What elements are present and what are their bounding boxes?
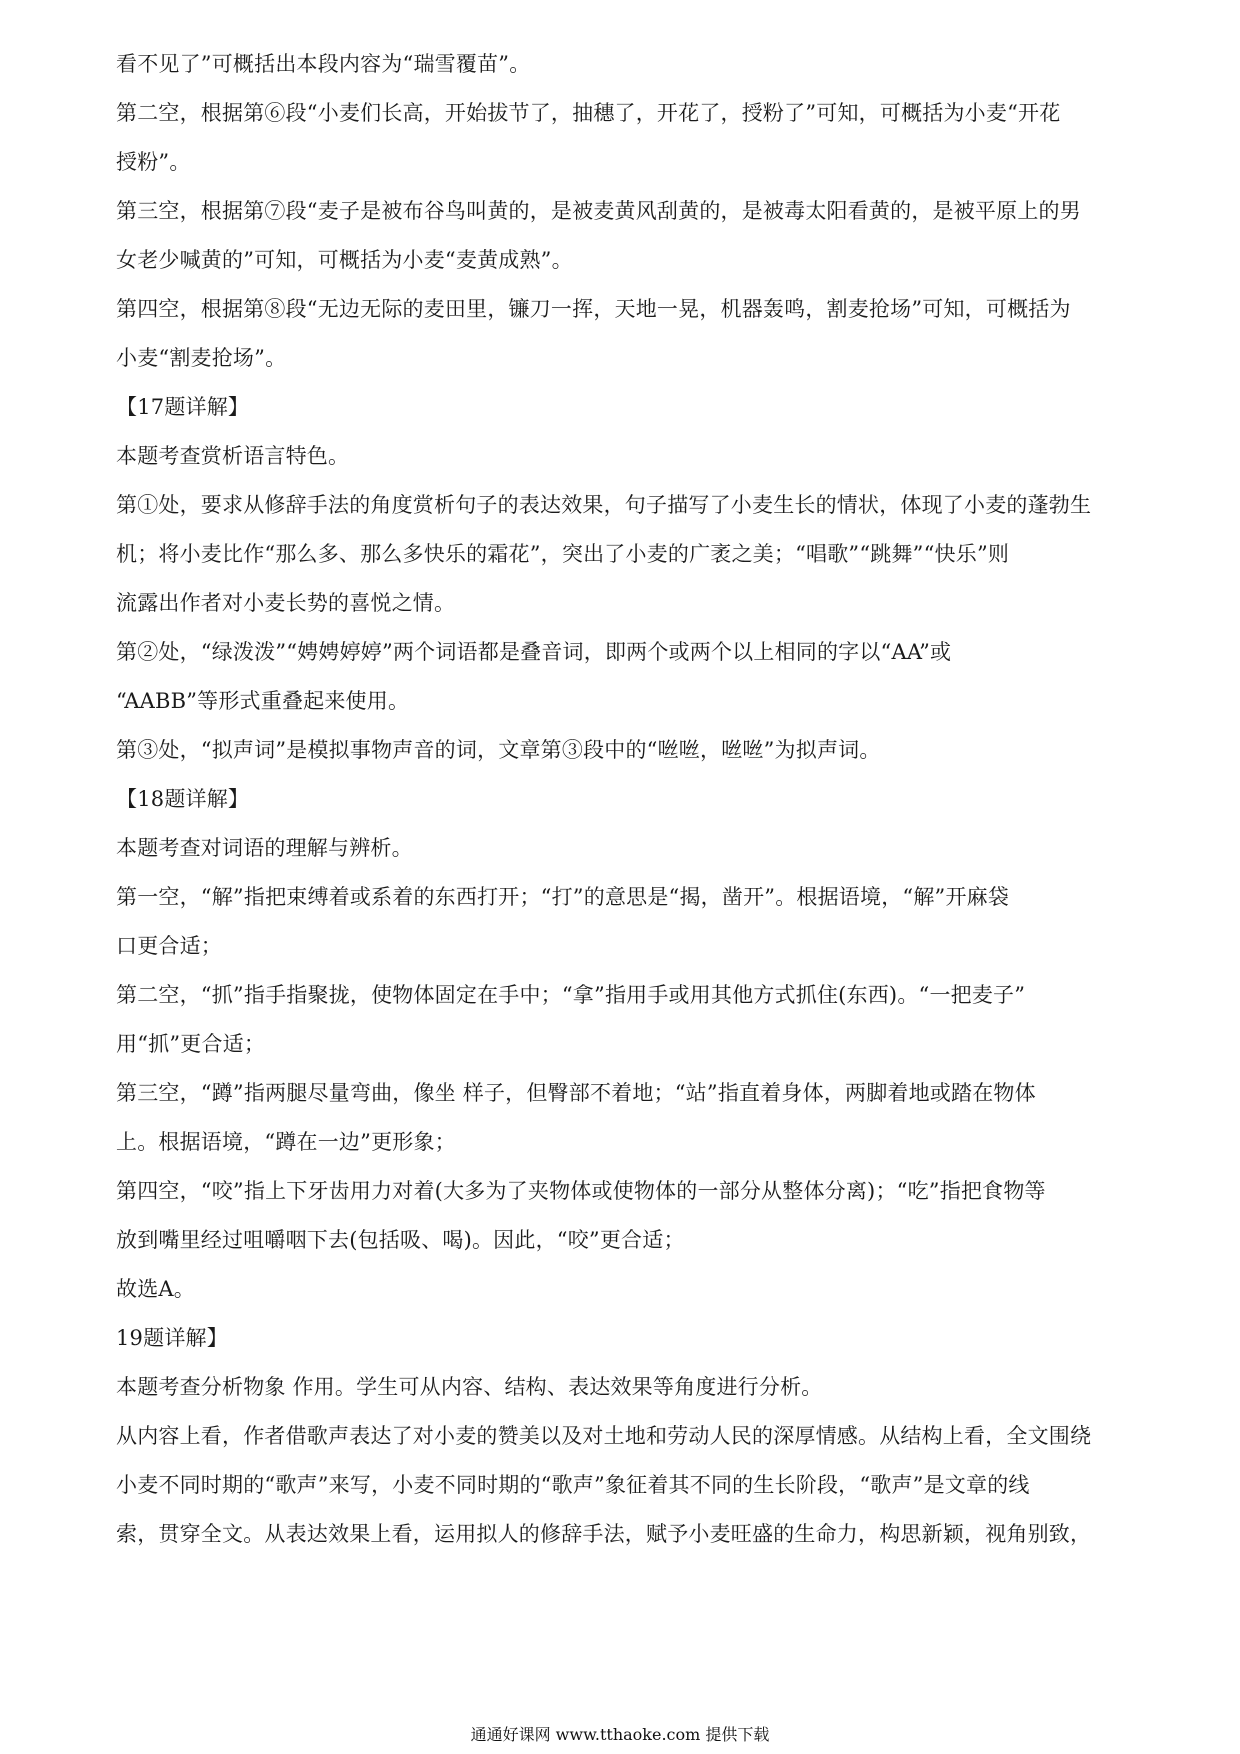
- text-line: 用“抓”更合适；: [116, 1032, 266, 1056]
- section-heading: 【17题详解】: [116, 395, 250, 419]
- text-line: 第四空，“咬”指上下牙齿用力对着(大多为了夹物体或使物体的一部分从整体分离)；“吃”指把食物等: [116, 1179, 1046, 1203]
- section-heading: 【18题详解】: [116, 787, 250, 811]
- text-line: 第三空，根据第⑦段“麦子是被布谷鸟叫黄的，是被麦黄风刮黄的，是被毒太阳看黄的，是被平原上的男: [116, 199, 1081, 223]
- text-line: 第二空，“抓”指手指聚拢，使物体固定在手中；“拿”指用手或用其他方式抓住(东西)。“一把麦子”: [116, 983, 1026, 1007]
- text-line: 本题考查对词语的理解与辨析。: [116, 836, 413, 860]
- page-footer: 通通好课网 www.tthaoke.com 提供下载: [470, 1725, 770, 1744]
- text-line: 本题考查分析物象 作用。学生可从内容、结构、表达效果等角度进行分析。: [116, 1375, 823, 1399]
- text-line: 第三空，“蹲”指两腿尽量弯曲，像坐 样子，但臀部不着地；“站”指直着身体，两脚着地或踏在物体: [116, 1081, 1036, 1105]
- text-line: 索，贯穿全文。从表达效果上看，运用拟人的修辞手法，赋予小麦旺盛的生命力，构思新颖，视角别致，: [116, 1522, 1092, 1546]
- text-line: 女老少喊黄的”可知，可概括为小麦“麦黄成熟”。: [116, 248, 573, 272]
- text-line: 小麦“割麦抢场”。: [116, 346, 287, 370]
- text-line: 第①处，要求从修辞手法的角度赏析句子的表达效果，句子描写了小麦生长的情状，体现了小麦的蓬勃生: [116, 493, 1092, 517]
- text-line: 第二空，根据第⑥段“小麦们长高，开始拔节了，抽穗了，开花了，授粉了”可知，可概括为小麦“开花: [116, 101, 1061, 125]
- text-line: 本题考查赏析语言特色。: [116, 444, 350, 468]
- text-line: 授粉”。: [116, 150, 191, 174]
- text-line: 第③处，“拟声词”是模拟事物声音的词，文章第③段中的“咝咝，咝咝”为拟声词。: [116, 738, 881, 762]
- text-line: 机；将小麦比作“那么多、那么多快乐的霜花”，突出了小麦的广袤之美；“唱歌”“跳舞”“快乐”则: [116, 542, 1010, 566]
- text-line: 小麦不同时期的“歌声”来写，小麦不同时期的“歌声”象征着其不同的生长阶段，“歌声”是文章的线: [116, 1473, 1030, 1497]
- text-line: “AABB”等形式重叠起来使用。: [116, 689, 410, 713]
- text-line: 第一空，“解”指把束缚着或系着的东西打开；“打”的意思是“揭，凿开”。根据语境，“解”开麻袋: [116, 885, 1010, 909]
- text-line: 放到嘴里经过咀嚼咽下去(包括吸、喝)。因此，“咬”更合适；: [116, 1228, 685, 1252]
- text-line: 口更合适；: [116, 934, 222, 958]
- text-line: 流露出作者对小麦长势的喜悦之情。: [116, 591, 456, 615]
- section-heading: 19题详解】: [116, 1326, 228, 1350]
- text-line: 看不见了”可概括出本段内容为“瑞雪覆苗”。: [116, 52, 531, 76]
- text-line: 从内容上看，作者借歌声表达了对小麦的赞美以及对土地和劳动人民的深厚情感。从结构上看，全文围绕: [116, 1424, 1092, 1448]
- text-line: 第四空，根据第⑧段“无边无际的麦田里，镰刀一挥，天地一晃，机器轰鸣，割麦抢场”可知，可概括为: [116, 297, 1071, 321]
- document-body: [116, 40, 1126, 1559]
- text-line: 第②处，“绿泼泼”“娉娉婷婷”两个词语都是叠音词，即两个或两个以上相同的字以“AA”或: [116, 640, 952, 664]
- text-line: 故选A。: [116, 1277, 195, 1301]
- text-line: 上。根据语境，“蹲在一边”更形象；: [116, 1130, 456, 1154]
